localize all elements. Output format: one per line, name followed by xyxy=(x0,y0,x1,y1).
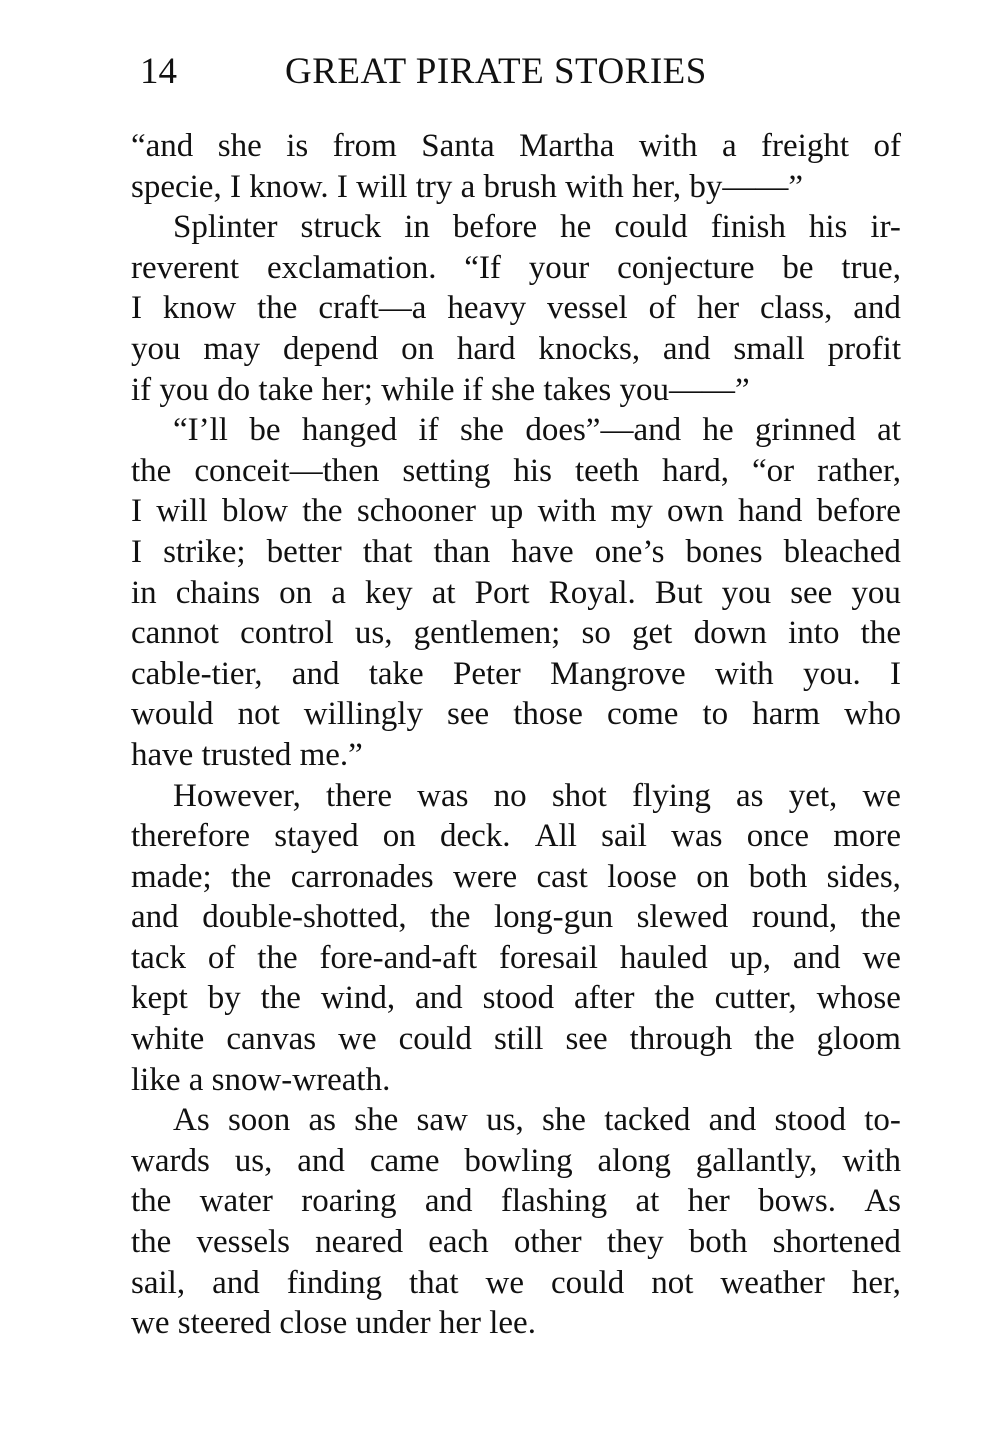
text-line: you may depend on hard knocks, and small profit xyxy=(131,330,901,367)
running-title: GREAT PIRATE STORIES xyxy=(285,51,707,92)
page-number: 14 xyxy=(140,51,177,92)
text-line: the vessels neared each other they both shortened xyxy=(131,1224,901,1261)
text-line: therefore stayed on deck. All sail was once more xyxy=(131,818,901,855)
page-header xyxy=(130,50,900,105)
text-line: the conceit—then setting his teeth hard, “or rather, xyxy=(131,452,901,489)
text-line: in chains on a key at Port Royal. But you see you xyxy=(131,574,901,611)
text-line: and double-shotted, the long-gun slewed round, the xyxy=(131,899,901,936)
text-line: wards us, and came bowling along gallantly, with xyxy=(131,1142,901,1179)
text-line: white canvas we could still see through the gloom xyxy=(131,1021,901,1058)
text-line: have trusted me.” xyxy=(131,736,363,773)
text-line: I strike; better that than have one’s bones bleached xyxy=(131,533,901,570)
text-line: I will blow the schooner up with my own hand before xyxy=(131,493,901,530)
text-line: cable-tier, and take Peter Mangrove with you. I xyxy=(131,655,901,692)
text-line: the water roaring and flashing at her bows. As xyxy=(131,1183,901,1220)
text-line: sail, and finding that we could not weather her, xyxy=(131,1264,901,1301)
text-line: if you do take her; while if she takes you——” xyxy=(131,371,750,408)
text-line: cannot control us, gentlemen; so get down into the xyxy=(131,615,901,652)
text-line: “I’ll be hanged if she does”—and he grinned at xyxy=(173,412,901,449)
text-line: like a snow-wreath. xyxy=(131,1061,391,1098)
text-line: Splinter struck in before he could finish his ir- xyxy=(173,209,901,246)
text-line: “and she is from Santa Martha with a freight of xyxy=(131,128,901,164)
text-line: we steered close under her lee. xyxy=(131,1305,536,1342)
text-line: specie, I know. I will try a brush with her, by——” xyxy=(131,168,803,205)
text-line: As soon as she saw us, she tacked and stood to- xyxy=(173,1102,901,1139)
text-line: I know the craft—a heavy vessel of her class, and xyxy=(131,290,901,327)
text-line: tack of the fore-and-aft foresail hauled up, and we xyxy=(131,939,901,976)
text-line: However, there was no shot flying as yet, we xyxy=(173,777,901,814)
body-text xyxy=(131,126,901,1344)
text-line: would not willingly see those come to harm who xyxy=(131,696,901,733)
text-line: kept by the wind, and stood after the cutter, whose xyxy=(131,980,901,1017)
text-line: reverent exclamation. “If your conjecture be true, xyxy=(131,249,901,286)
text-line: made; the carronades were cast loose on both sides, xyxy=(131,858,901,895)
